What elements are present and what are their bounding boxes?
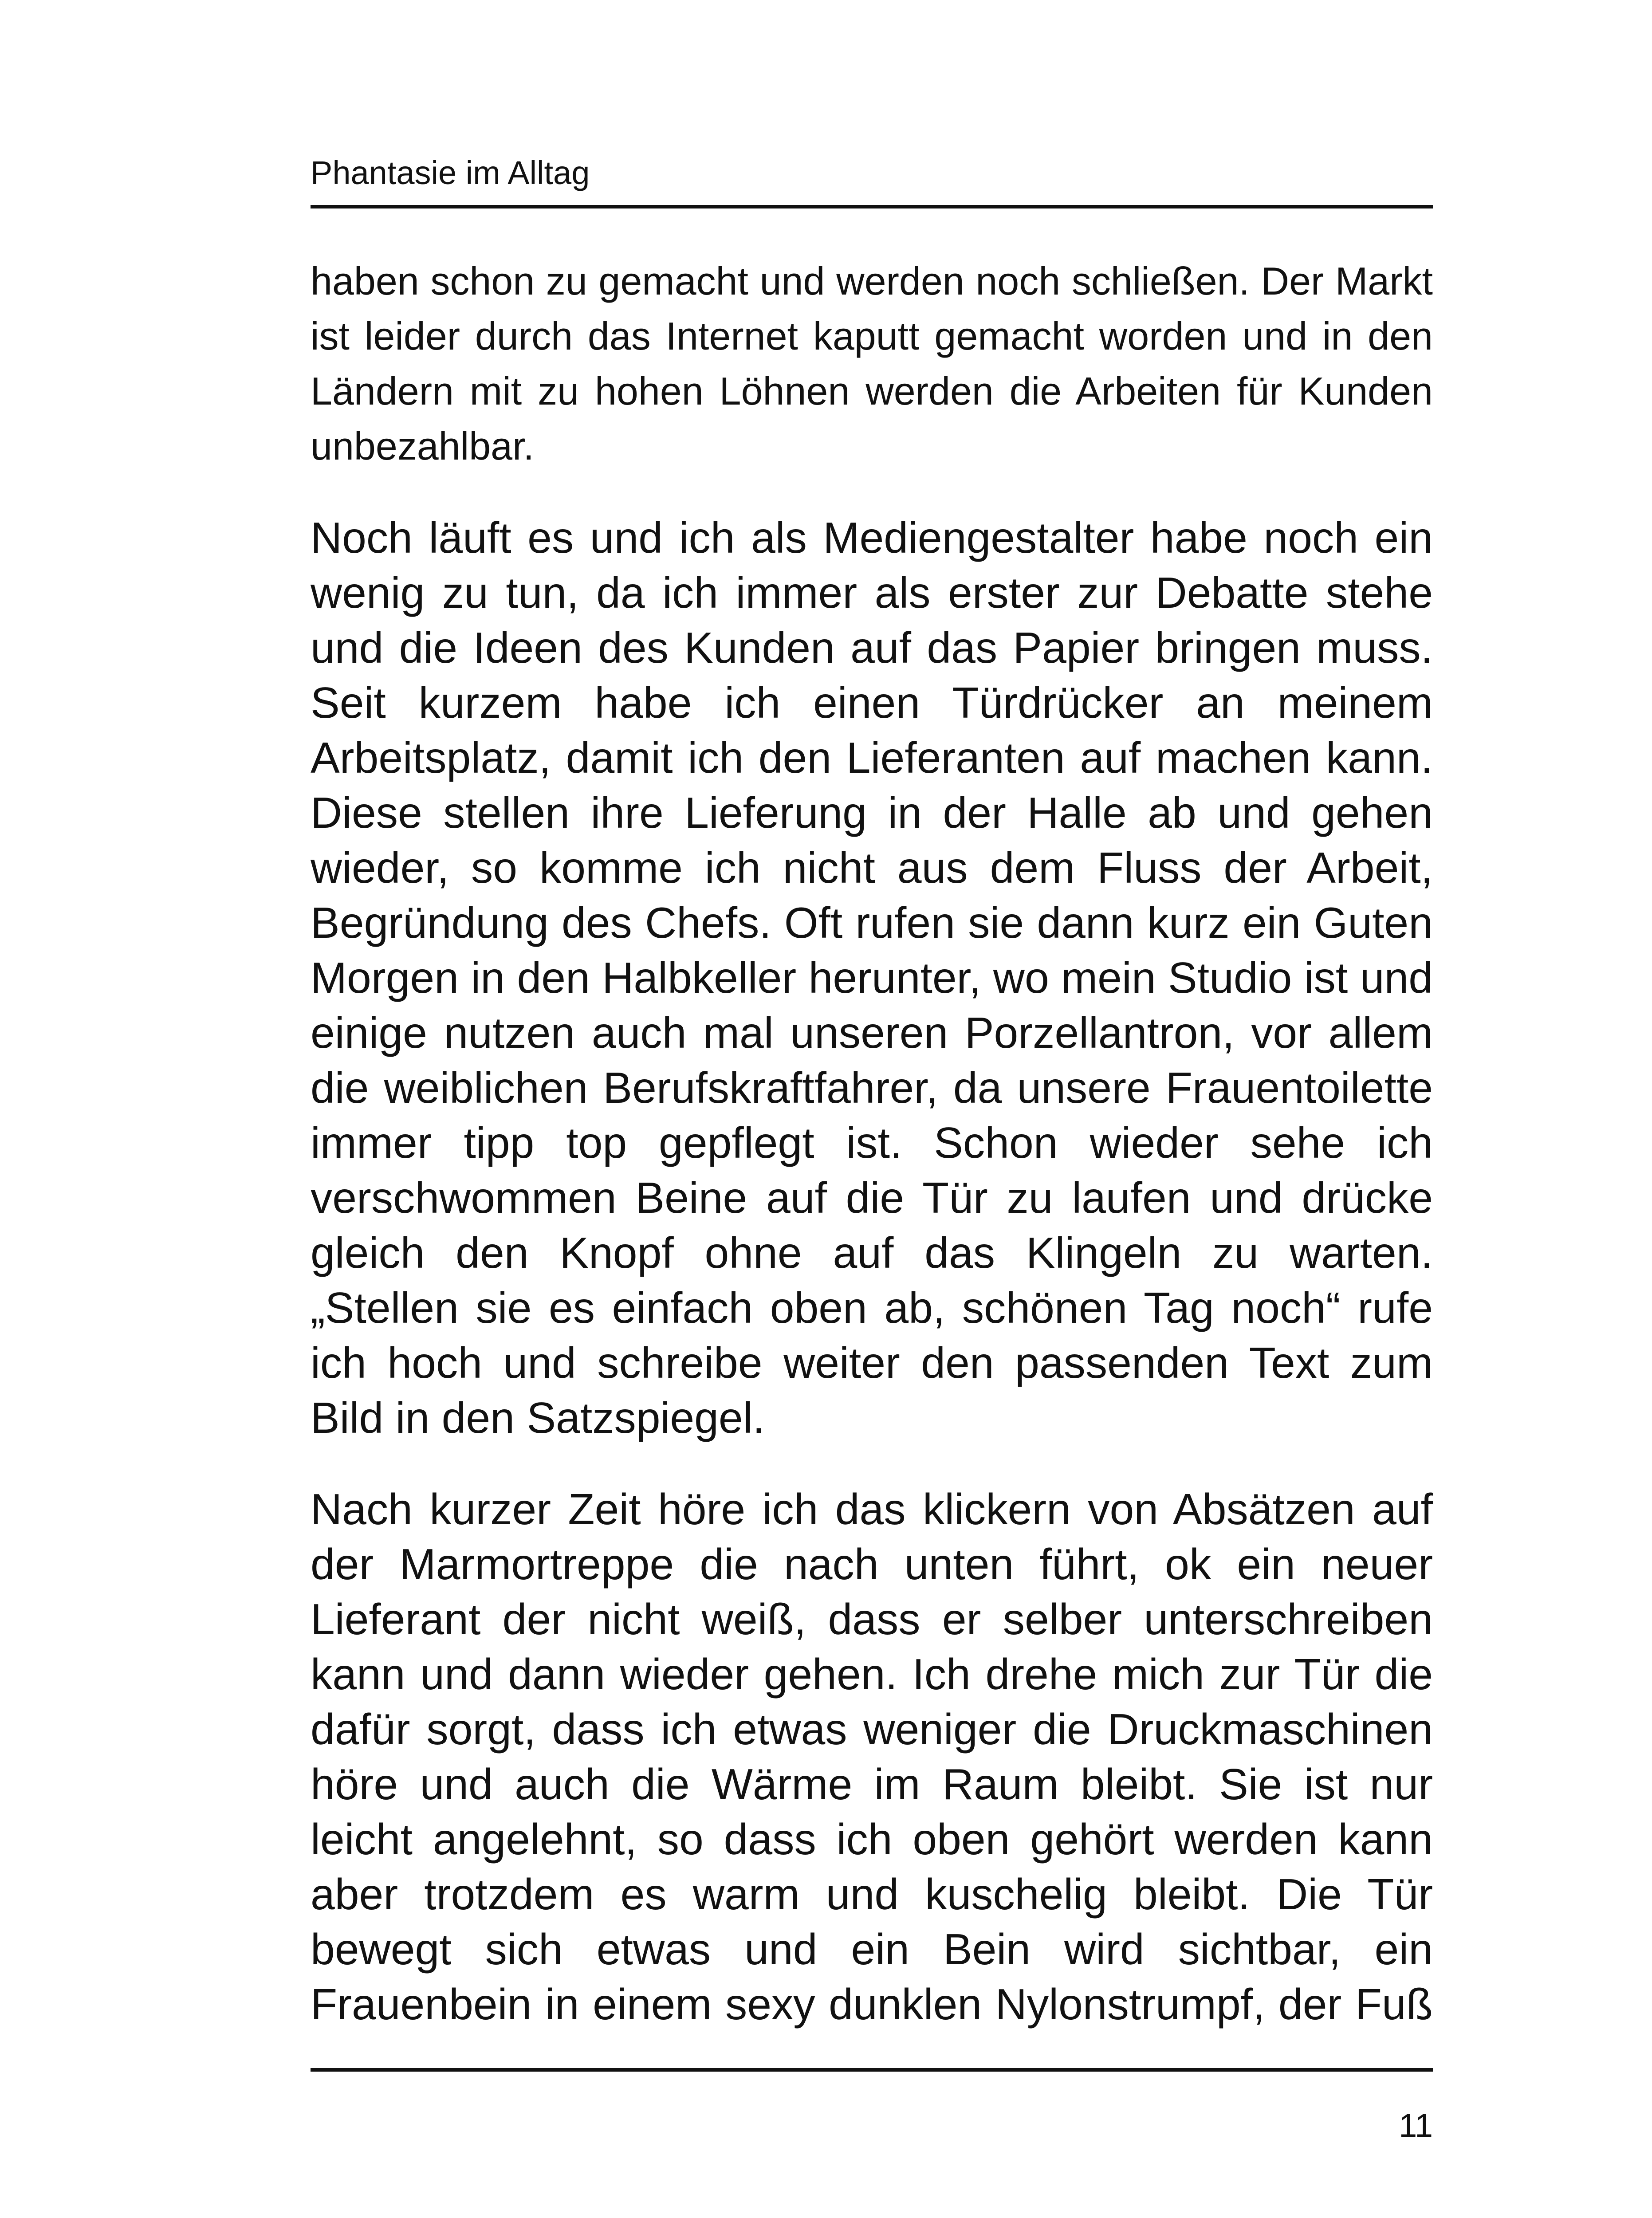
body-text [311, 254, 1433, 2032]
paragraph: Nach kurzer Zeit höre ich das klickern von Absätzen auf der Marmortreppe die nach unten führt, ok ein neuer Lieferant der nicht weiß, dass er selber unterschreiben kann und dann wieder gehen. Ich drehe mich zur Tür die dafür sorgt, dass ich etwas weniger die Druckmaschinen höre und auch die Wärme im Raum bleibt. Sie ist nur leicht angelehnt, so dass ich oben gehört werden kann aber trotzdem es warm und kuschelig bleibt. Die Tür bewegt sich etwas und ein Bein wird sichtbar, ein Frauenbein in einem sexy dunklen Nylonstrumpf, der Fuß [311, 1485, 1433, 2029]
page-number: 11 [1399, 2107, 1433, 2144]
paragraph: Noch läuft es und ich als Mediengestalter habe noch ein wenig zu tun, da ich immer als erster zur Debatte stehe und die Ideen des Kunden auf das Papier bringen muss. Seit kurzem habe ich einen Türdrücker an meinem Arbeitsplatz, damit ich den Lieferanten auf machen kann. Diese stellen ihre Lieferung in der Halle ab und gehen wieder, so komme ich nicht aus dem Fluss der Arbeit, Begründung des Chefs. Oft rufen sie dann kurz ein Guten Morgen in den Halbkeller herunter, wo mein Studio ist und einige nutzen auch mal unseren Porzellantron, vor allem die weiblichen Berufskraftfahrer, da unsere Frauentoilette immer tipp top gepflegt ist. Schon wieder sehe ich verschwommen Beine auf die Tür zu laufen und drücke gleich den Knopf ohne auf das Klingeln zu warten. „Stellen sie es einfach oben ab, schönen Tag noch“ rufe ich hoch und schreibe weiter den passenden Text zum Bild in den Satzspiegel. [311, 513, 1433, 1442]
paragraph: haben schon zu gemacht und werden noch schließen. Der Markt ist leider durch das Internet kaputt gemacht worden und in den Ländern mit zu hohen Löhnen werden die Arbeiten für Kunden unbezahlbar. [311, 259, 1433, 468]
running-header-title: Phantasie im Alltag [311, 154, 590, 191]
footer-rule [311, 2068, 1433, 2072]
header-rule [311, 205, 1433, 208]
